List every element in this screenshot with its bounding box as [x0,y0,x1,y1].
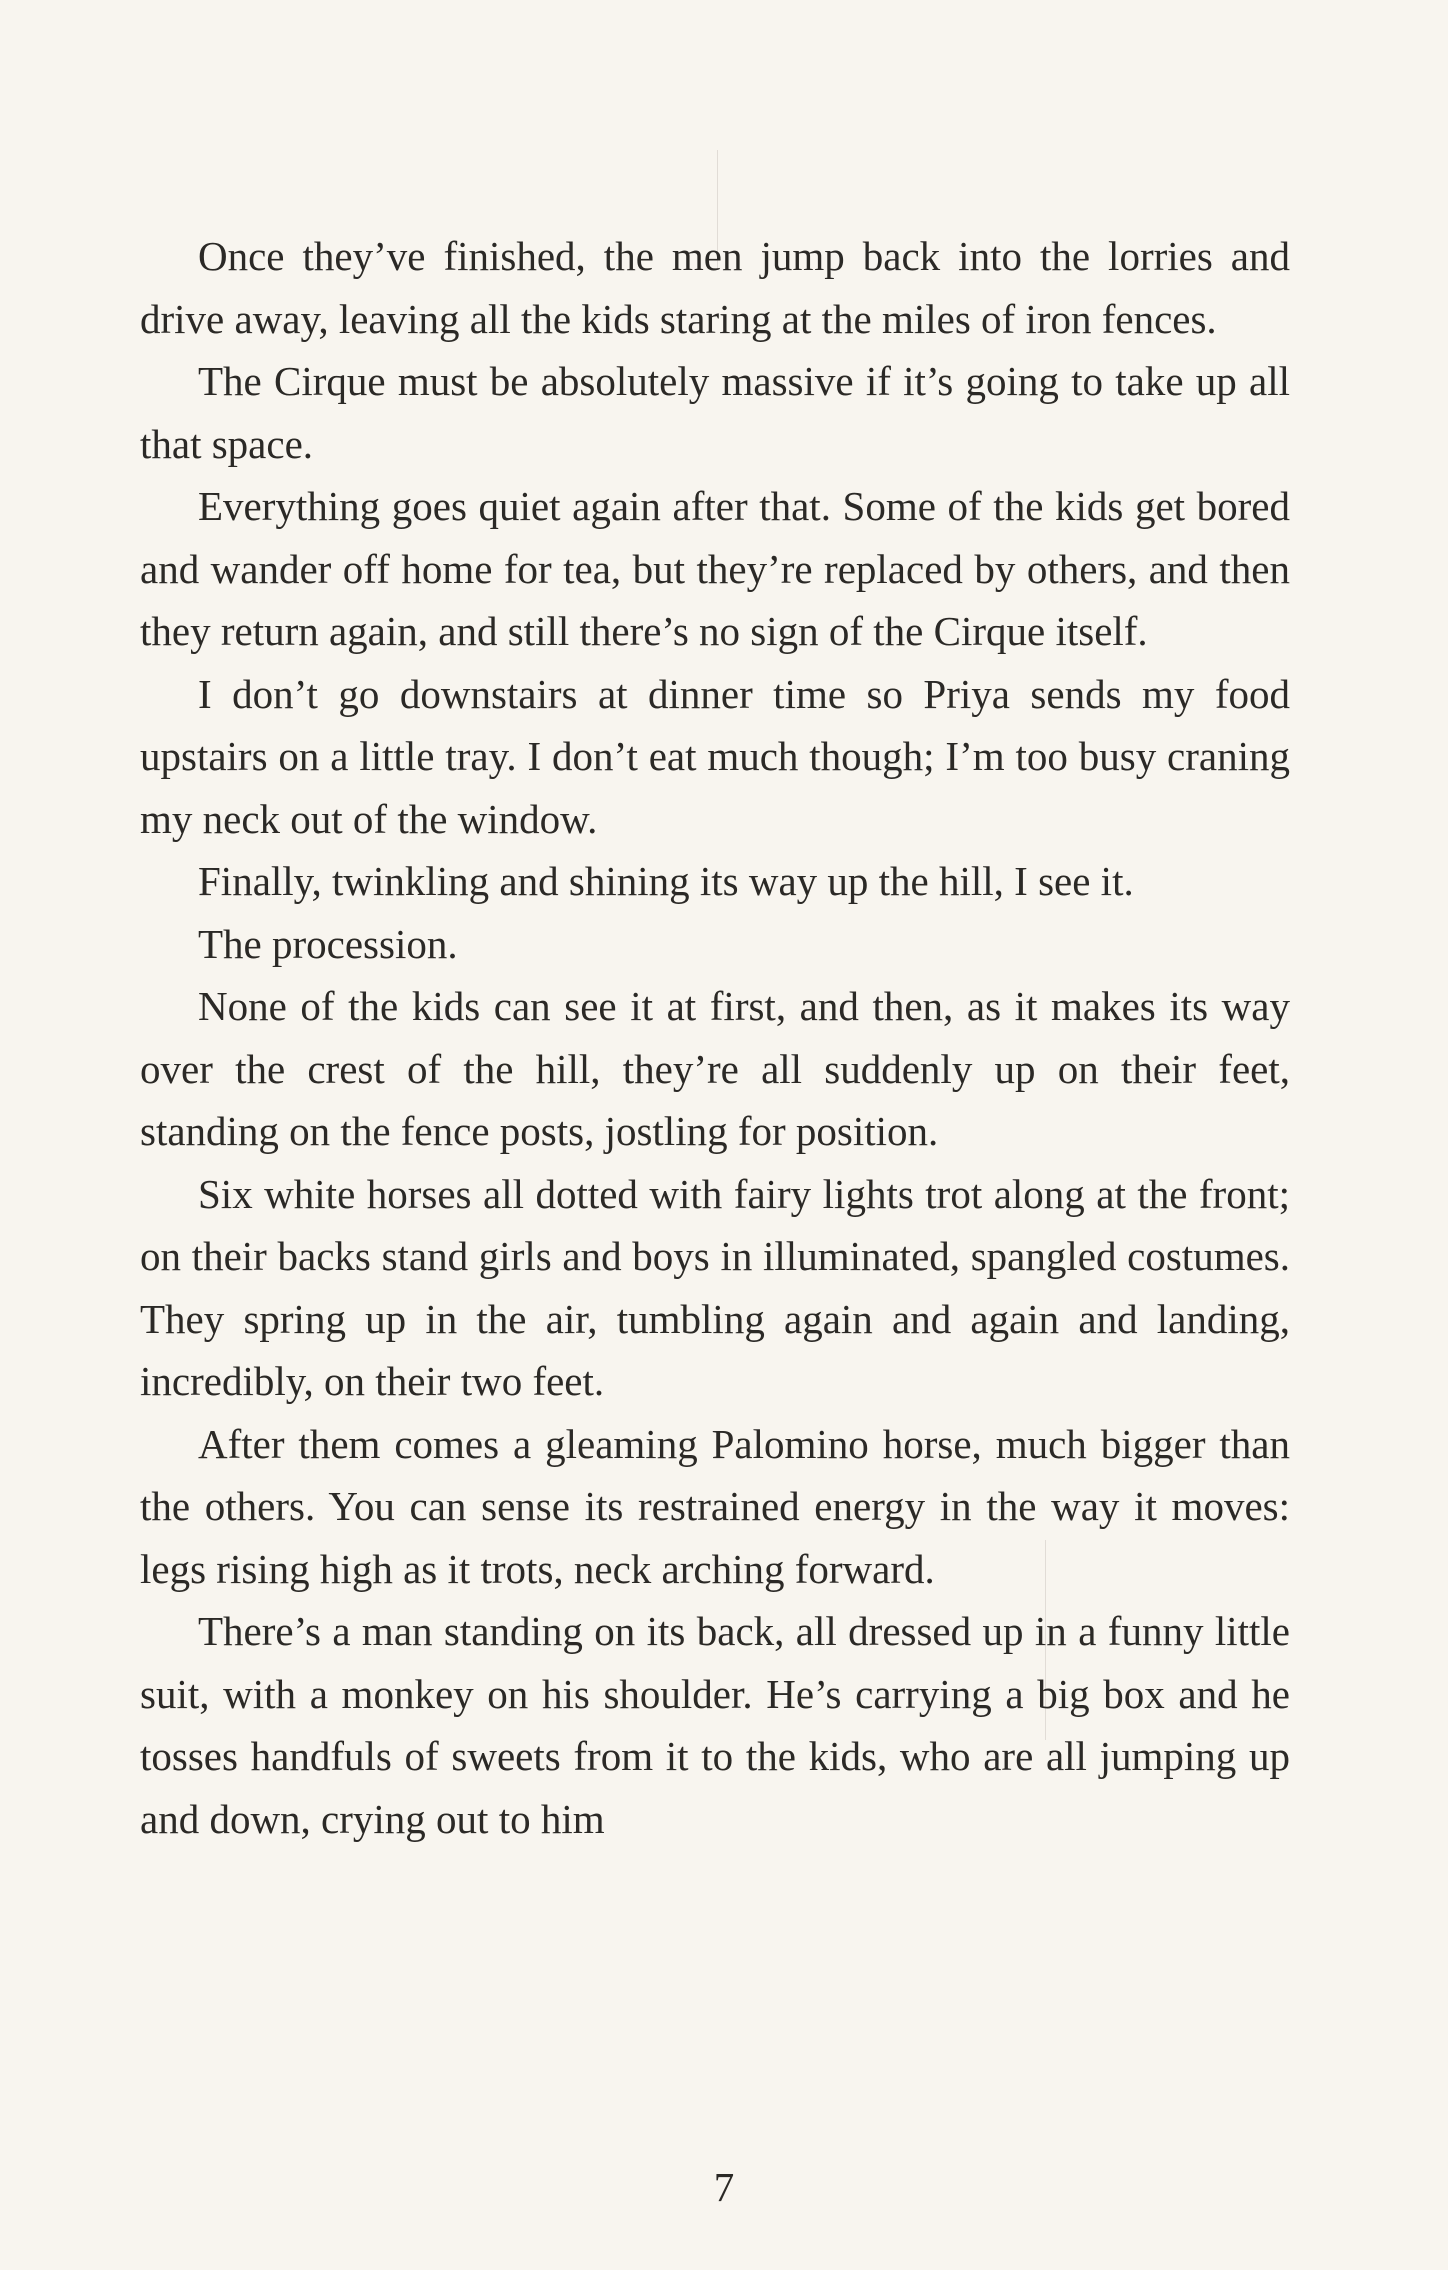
paragraph-7: None of the kids can see it at first, and then, as it makes its way over the crest of the hill, they’re all suddenly up on their feet, standing on the fence posts, jostling for position. [140,983,1290,1154]
paragraph-4: I don’t go downstairs at dinner time so Priya sends my food upstairs on a little tray. I don’t eat much though; I’m too busy craning my neck out of the window. [140,670,1290,842]
paragraph-8: Six white horses all dotted with fairy lights trot along at the front; on their backs stand girls and boys in illuminated, spangled costumes. They spring up in the air, tumbling again and again and landing, incredibly, on their two feet. [140,1170,1290,1404]
paragraph-1: Once they’ve finished, the men jump back into the lorries and drive away, leaving all the kids staring at the miles of iron fences. [140,233,1290,342]
paragraph-3: Everything goes quiet again after that. Some of the kids get bored and wander off home for tea, but they’re replaced by others, and then they return again, and still there’s no sign of the Cirque itself. [140,483,1290,654]
paragraph-6: The procession. [198,920,458,967]
paragraph-9: After them comes a gleaming Palomino horse, much bigger than the others. You can sense its restrained energy in the way it moves: legs rising high as it trots, neck arching forward. [140,1420,1290,1592]
paragraph-5: Finally, twinkling and shining its way up the hill, I see it. [198,858,1134,904]
page-number: 7 [713,2164,735,2210]
paragraph-2: The Cirque must be absolutely massive if it’s going to take up all that space. [140,358,1290,467]
paragraph-10: There’s a man standing on its back, all dressed up in a funny little suit, with a monkey on his shoulder. He’s carrying a big box and he tosses handfuls of sweets from it to the kids, who are all jumping up and down, crying out to him [140,1608,1290,1842]
body-text [140,225,1290,1850]
